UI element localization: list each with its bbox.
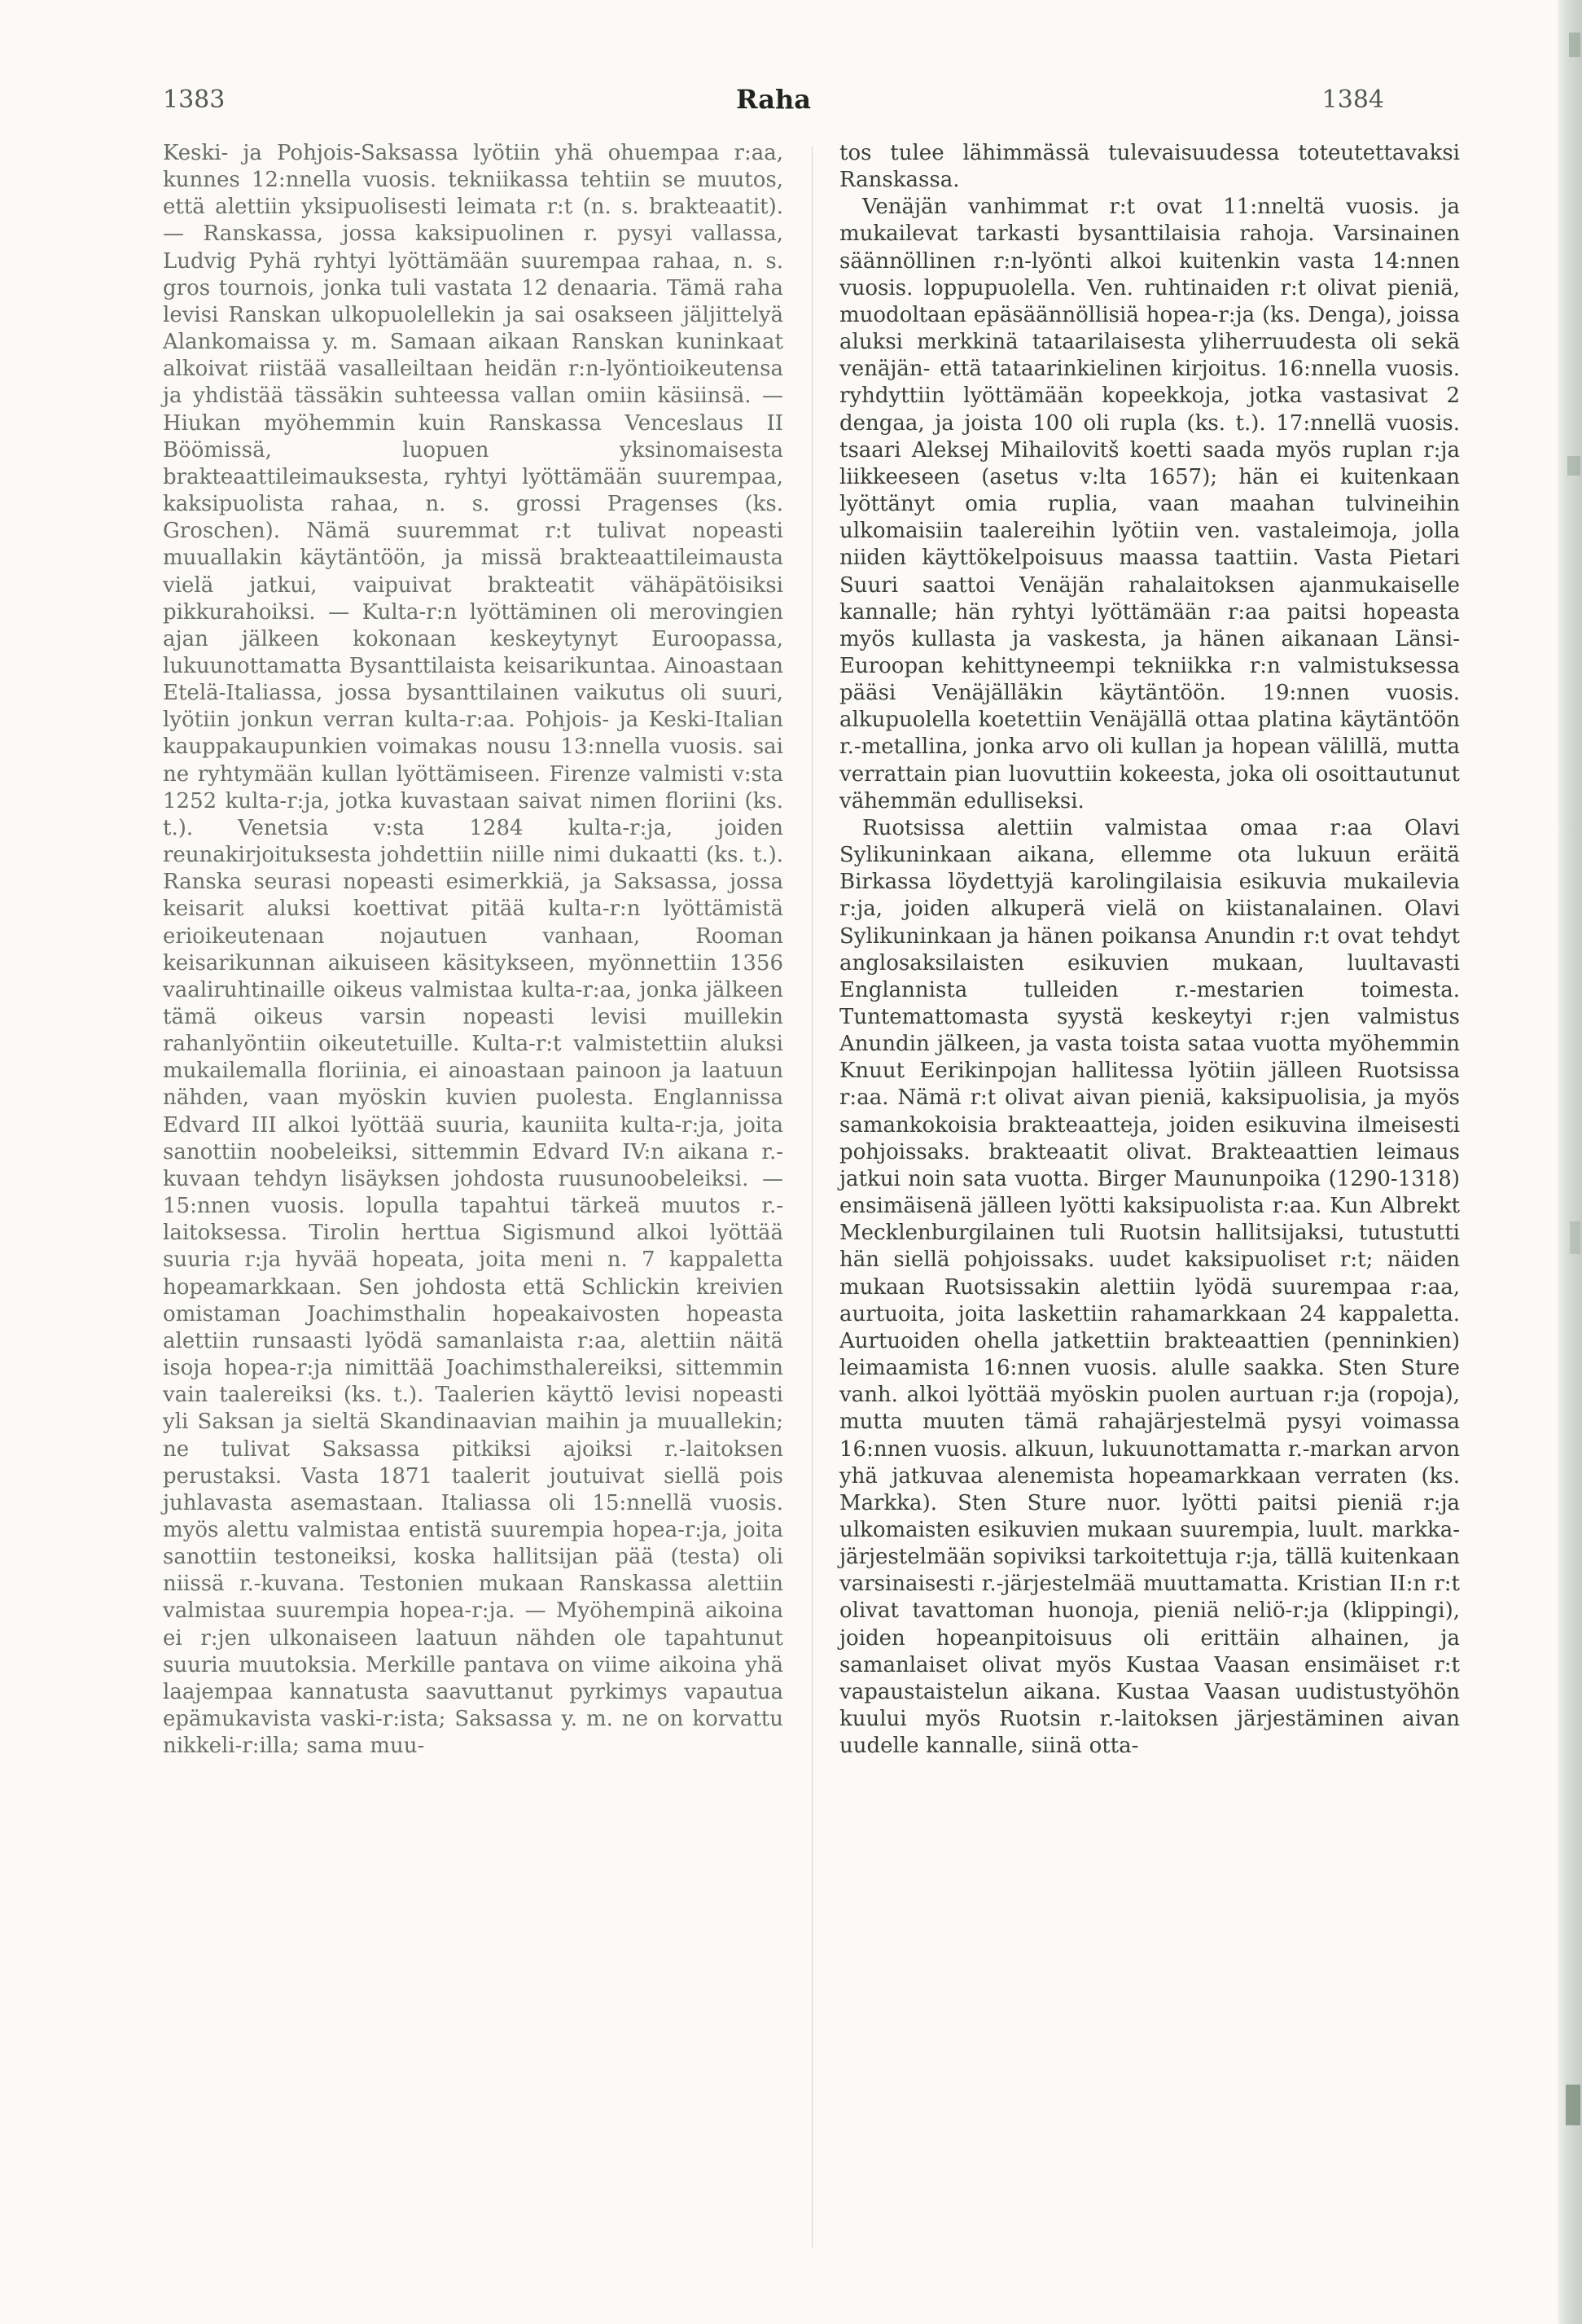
right-paragraph: tos tulee lähimmässä tulevaisuudessa toteutettavaksi Ranskassa. [839, 141, 1460, 193]
right-column [839, 140, 1460, 1760]
right-paragraph: Venäjän vanhimmat r:t ovat 11:nneltä vuosis. ja mukailevat tarkasti bysanttilaisia rahoja. Varsinainen säännöllinen r:n-lyönti alkoi kuitenkin vasta 14:nnen vuosis. loppupuolella. Ven. ruhtinaiden r:t olivat pieniä, muodoltaan epäsäännöllisiä hopea-r:ja (ks. Denga), joissa aluksi merkkinä tataarilaisesta yliherruudesta oli sekä venäjän- että tataarinkielinen kirjoitus. 16:nnella vuosis. ryhdyttiin lyöttämään kopeekkoja, jotka vastasivat 2 dengaa, ja joista 100 oli rupla (ks. t.). 17:nnellä vuosis. tsaari Aleksej Mihailovitš koetti saada myös ruplan r:ja liikkeeseen (asetus v:lta 1657); hän ei kuitenkaan lyöttänyt omia ruplia, vaan maahan tulvineihin ulkomaisiin taalereihin lyötiin ven. vastaleimoja, jolla niiden käyttökelpoisuus maassa taattiin. Vasta Pietari Suuri saattoi Venäjän rahalaitoksen ajanmukaiselle kannalle; hän ryhtyi lyöttämään r:aa paitsi hopeasta myös kullasta ja vaskesta, ja hänen aikanaan Länsi-Euroopan kehittyneempi tekniikka r:n valmistuksessa pääsi Venäjälläkin käytäntöön. 19:nnen vuosis. alkupuolella koetettiin Venäjällä ottaa platina käytäntöön r.-metallina, jonka arvo oli kullan ja hopean välillä, mutta verrattain pian luovuttiin kokeesta, joka oli osoittautunut vähemmän edulliseksi. [839, 195, 1460, 813]
left-page-number: 1383 [163, 86, 226, 114]
running-head: Raha [735, 84, 812, 115]
page-edge-stains [1558, 0, 1582, 2324]
page-header [163, 86, 1384, 118]
right-paragraph: Ruotsissa alettiin valmistaa omaa r:aa Olavi Sylikuninkaan aikana, ellemme ota lukuun eräitä Birkassa löydettyjä karolingilaisia esikuvia mukailevia r:ja, joiden alkuperä vielä on kiistanalainen. Olavi Sylikuninkaan ja hänen poikansa Anundin r:t ovat tehdyt anglosaksilaisten esikuvien mukaan, luultavasti Englannista tulleiden r.-mestarien toimesta. Tuntemattomasta syystä keskeytyi r:jen valmistus Anundin jälkeen, ja vasta toista sataa vuotta myöhemmin Knuut Eerikinpojan hallitessa lyötiin jälleen Ruotsissa r:aa. Nämä r:t olivat aivan pieniä, kaksipuolisia, ja myös samankokoisia brakteaatteja, joiden esikuvina ilmeisesti pohjoissaks. brakteaatit olivat. Brakteaattien leimaus jatkui noin sata vuotta. Birger Maununpoika (1290-1318) ensimäisenä jälleen lyötti kaksipuolista r:aa. Kun Albrekt Mecklenburgilainen tuli Ruotsin hallitsijaksi, tutustutti hän siellä pohjoissaks. uudet kaksipuoliset r:t; näiden mukaan Ruotsissakin alettiin lyödä suurempaa r:aa, aurtuoita, joita laskettiin rahamarkkaan 24 kappaletta. Aurtuoiden ohella jatkettiin brakteaattien (penninkien) leimaamista 16:nnen vuosis. alulle saakka. Sten Sture vanh. alkoi lyöttää myöskin puolen aurtuan r:ja (ropoja), mutta muuten tämä rahajärjestelmä pysyi voimassa 16:nnen vuosis. alkuun, lukuunottamatta r.-markan arvon yhä jatkuvaa alenemista hopeamarkkaan verraten (ks. Markka). Sten Sture nuor. lyötti paitsi pieniä r:ja ulkomaisten esikuvien mukaan suurempia, luult. markka-järjestelmään sopiviksi tarkoitettuja r:ja, tällä kuitenkaan varsinaisesti r.-järjestelmää muuttamatta. Kristian II:n r:t olivat tavattoman huonoja, pieniä neliö-r:ja (klippingi), joiden hopeanpitoisuus oli erittäin alhainen, ja samanlaiset olivat myös Kustaa Vaasan ensimäiset r:t vapaustaistelun aikana. Kustaa Vaasan uudistustyöhön kuului myös Ruotsin r.-laitoksen järjestäminen aivan uudelle kannalle, siinä otta- [839, 815, 1460, 1759]
left-paragraph: Keski- ja Pohjois-Saksassa lyötiin yhä ohuempaa r:aa, kunnes 12:nnella vuosis. tekniikassa tehtiin se muutos, että alettiin yksipuolisesti leimata r:t (n. s. brakteaatit). — Ranskassa, jossa kaksipuolinen r. pysyi vallassa, Ludvig Pyhä ryhtyi lyöttämään suurempaa rahaa, n. s. gros tournois, jonka tuli vastata 12 denaaria. Tämä raha levisi Ranskan ulkopuolellekin ja sai osakseen jäljittelyä Alankomaissa y. m. Samaan aikaan Ranskan kuninkaat alkoivat riistää vasalleiltaan heidän r:n-lyöntioikeutensa ja yhdistää tässäkin suhteessa vallan omiin käsiinsä. — Hiukan myöhemmin kuin Ranskassa Venceslaus II Böömissä, luopuen yksinomaisesta brakteaattileimauksesta, ryhtyi lyöttämään suurempaa, kaksipuolista rahaa, n. s. grossi Pragenses (ks. Groschen). Nämä suuremmat r:t tulivat nopeasti muuallakin käytäntöön, ja missä brakteaattileimausta vielä jatkui, vaipuivat brakteatit vähäpätöisiksi pikkurahoiksi. — Kulta-r:n lyöttäminen oli merovingien ajan jälkeen kokonaan keskeytynyt Euroopassa, lukuunottamatta Bysanttilaista keisarikuntaa. Ainoastaan Etelä-Italiassa, jossa bysanttilainen vaikutus oli suuri, lyötiin jonkun verran kulta-r:aa. Pohjois- ja Keski-Italian kauppakaupunkien voimakas nousu 13:nnella vuosis. sai ne ryhtymään kullan lyöttämiseen. Firenze valmisti v:sta 1252 kulta-r:ja, jotka kuvastaan saivat nimen floriini (ks. t.). Venetsia v:sta 1284 kulta-r:ja, joiden reunakirjoituksesta johdettiin niille nimi dukaatti (ks. t.). Ranska seurasi nopeasti esimerkkiä, ja Saksassa, jossa keisarit aluksi koettivat pitää kulta-r:n lyöttämistä erioikeutenaan nojautuen vanhaan, Rooman keisarikunnan aikuiseen käsitykseen, myönnettiin 1356 vaaliruhtinaille oikeus valmistaa kulta-r:aa, jonka jälkeen tämä oikeus varsin nopeasti levisi muillekin rahanlyöntiin oikeutetuille. Kulta-r:t valmistettiin aluksi mukailemalla floriinia, ei ainoastaan painoon ja laatuun nähden, vaan myöskin kuvien puolesta. Englannissa Edvard III alkoi lyöttää suuria, kauniita kulta-r:ja, joita sanottiin noobeleiksi, sittemmin Edvard IV:n aikana r.-kuvaan tehdyn lisäyksen johdosta ruusunoobeleiksi. — 15:nnen vuosis. lopulla tapahtui tärkeä muutos r.-laitoksessa. Tirolin herttua Sigismund alkoi lyöttää suuria r:ja hyvää hopeata, joita meni n. 7 kappaletta hopeamarkkaan. Sen johdosta että Schlickin kreivien omistaman Joachimsthalin hopeakaivosten hopeasta alettiin runsaasti lyödä samanlaista r:aa, alettiin näitä isoja hopea-r:ja nimittää Joachimsthalereiksi, sittemmin vain taalereiksi (ks. t.). Taalerien käyttö levisi nopeasti yli Saksan ja sieltä Skandinaavian maihin ja muuallekin; ne tulivat Saksassa pitkiksi ajoiksi r.-laitoksen perustaksi. Vasta 1871 taalerit joutuivat siellä pois juhlavasta asemastaan. Italiassa oli 15:nnellä vuosis. myös alettu valmistaa entistä suurempia hopea-r:ja, joita sanottiin testoneiksi, koska hallitsijan pää (testa) oli niissä r.-kuvana. Testonien mukaan Ranskassa alettiin valmistaa suurempia hopea-r:ja. — Myöhempinä aikoina ei r:jen ulkonaiseen laatuun nähden ole tapahtunut suuria muutoksia. Merkille pantava on viime aikoina yhä laajempaa kannatusta saavuttanut pyrkimys vapautua epämukavista vaski-r:ista; Saksassa y. m. ne on korvattu nikkeli-r:illa; sama muu- [163, 141, 783, 1759]
column-divider [812, 147, 813, 2247]
left-column [163, 140, 783, 1760]
right-page-number: 1384 [1321, 86, 1384, 114]
